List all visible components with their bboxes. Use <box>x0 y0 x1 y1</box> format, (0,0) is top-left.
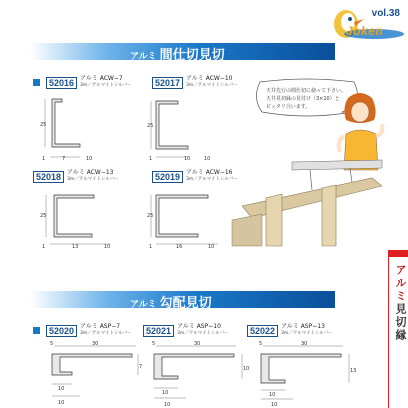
svg-text:25: 25 <box>40 122 47 128</box>
svg-text:10: 10 <box>86 156 93 162</box>
profile-drawing-acw16 <box>148 187 238 251</box>
svg-text:5: 5 <box>50 341 54 347</box>
profile-drawing-acw10 <box>148 93 238 165</box>
svg-text:10: 10 <box>269 392 276 398</box>
product-code: 52022 <box>247 325 278 337</box>
product-name: アルミ ACW−10 <box>186 75 233 82</box>
section-header-partition <box>30 43 335 63</box>
svg-text:5: 5 <box>152 341 156 347</box>
product-spec: 3m／アルマイトシルバー <box>67 177 119 182</box>
logo-volume: vol.38 <box>371 8 400 19</box>
product-spec: 3m／アルマイトシルバー <box>177 331 229 336</box>
bubble-line-2: 天井見切縁の見付け（3×10）と <box>266 96 340 102</box>
product-52016 <box>33 76 132 89</box>
svg-text:10: 10 <box>208 244 215 250</box>
product-52018 <box>33 170 119 183</box>
svg-text:10: 10 <box>58 400 65 406</box>
product-52021 <box>143 324 229 337</box>
profile-drawing-asp10 <box>146 338 250 408</box>
product-52020 <box>33 324 132 337</box>
product-name: アルミ ASP−7 <box>80 323 121 330</box>
product-name: アルミ ACW−13 <box>67 169 114 176</box>
product-name: アルミ ACW−16 <box>186 169 233 176</box>
svg-text:1: 1 <box>149 156 153 162</box>
ceiling-installation-illustration <box>232 158 387 248</box>
svg-text:1: 1 <box>42 244 46 250</box>
bubble-line-1: 天井先行の間仕切に使って下さい。 <box>266 88 347 94</box>
svg-text:13: 13 <box>350 368 357 374</box>
svg-text:7: 7 <box>139 364 143 370</box>
product-52017 <box>152 76 238 89</box>
side-tab-label-1: アルミ <box>394 264 407 303</box>
svg-text:10: 10 <box>243 366 250 372</box>
product-spec: 3m／アルマイトシルバー <box>186 83 238 88</box>
profile-drawing-acw7 <box>40 93 130 165</box>
svg-text:10: 10 <box>184 156 191 162</box>
product-52022 <box>247 324 333 337</box>
svg-text:1: 1 <box>42 156 46 162</box>
product-code: 52021 <box>143 325 174 337</box>
section-title-slope: アルミ 勾配見切 <box>130 296 212 311</box>
side-tab-label-2: 見切縁 <box>394 303 407 342</box>
joken-logo <box>324 2 406 42</box>
svg-text:5: 5 <box>259 341 263 347</box>
svg-text:25: 25 <box>40 213 47 219</box>
product-code: 52019 <box>152 171 183 183</box>
product-code: 52016 <box>46 77 77 89</box>
product-spec: 3m／アルマイトシルバー <box>80 83 132 88</box>
svg-text:7: 7 <box>62 156 66 162</box>
bubble-line-3: ピッタリ合います。 <box>266 104 311 110</box>
product-code: 52018 <box>33 171 64 183</box>
product-spec: 3m／アルマイトシルバー <box>80 331 132 336</box>
section-title-partition: アルミ 間仕切見切 <box>130 48 225 63</box>
product-name: アルミ ASP−10 <box>177 323 221 330</box>
side-index-tab <box>388 250 408 408</box>
svg-text:10: 10 <box>204 156 211 162</box>
profile-drawing-asp7 <box>40 338 144 408</box>
product-code: 52017 <box>152 77 183 89</box>
profile-drawing-asp13 <box>253 338 357 408</box>
logo-wordmark: Joken <box>346 24 384 38</box>
profile-drawing-acw13 <box>40 187 130 251</box>
product-spec: 3m／アルマイトシルバー <box>281 331 333 336</box>
svg-text:10: 10 <box>162 390 169 396</box>
product-52019 <box>152 170 238 183</box>
svg-text:25: 25 <box>147 213 154 219</box>
svg-text:1: 1 <box>149 244 153 250</box>
svg-text:13: 13 <box>72 244 79 250</box>
svg-text:30: 30 <box>92 341 99 347</box>
product-name: アルミ ASP−13 <box>281 323 325 330</box>
svg-text:25: 25 <box>147 123 154 129</box>
svg-text:30: 30 <box>301 341 308 347</box>
svg-text:16: 16 <box>176 244 183 250</box>
svg-text:10: 10 <box>104 244 111 250</box>
svg-text:10: 10 <box>271 402 278 408</box>
svg-text:30: 30 <box>194 341 201 347</box>
product-code: 52020 <box>46 325 77 337</box>
svg-text:10: 10 <box>58 386 65 392</box>
section-header-slope <box>30 291 335 311</box>
svg-text:10: 10 <box>164 402 171 408</box>
product-spec: 3m／アルマイトシルバー <box>186 177 238 182</box>
product-name: アルミ ACW−7 <box>80 75 123 82</box>
